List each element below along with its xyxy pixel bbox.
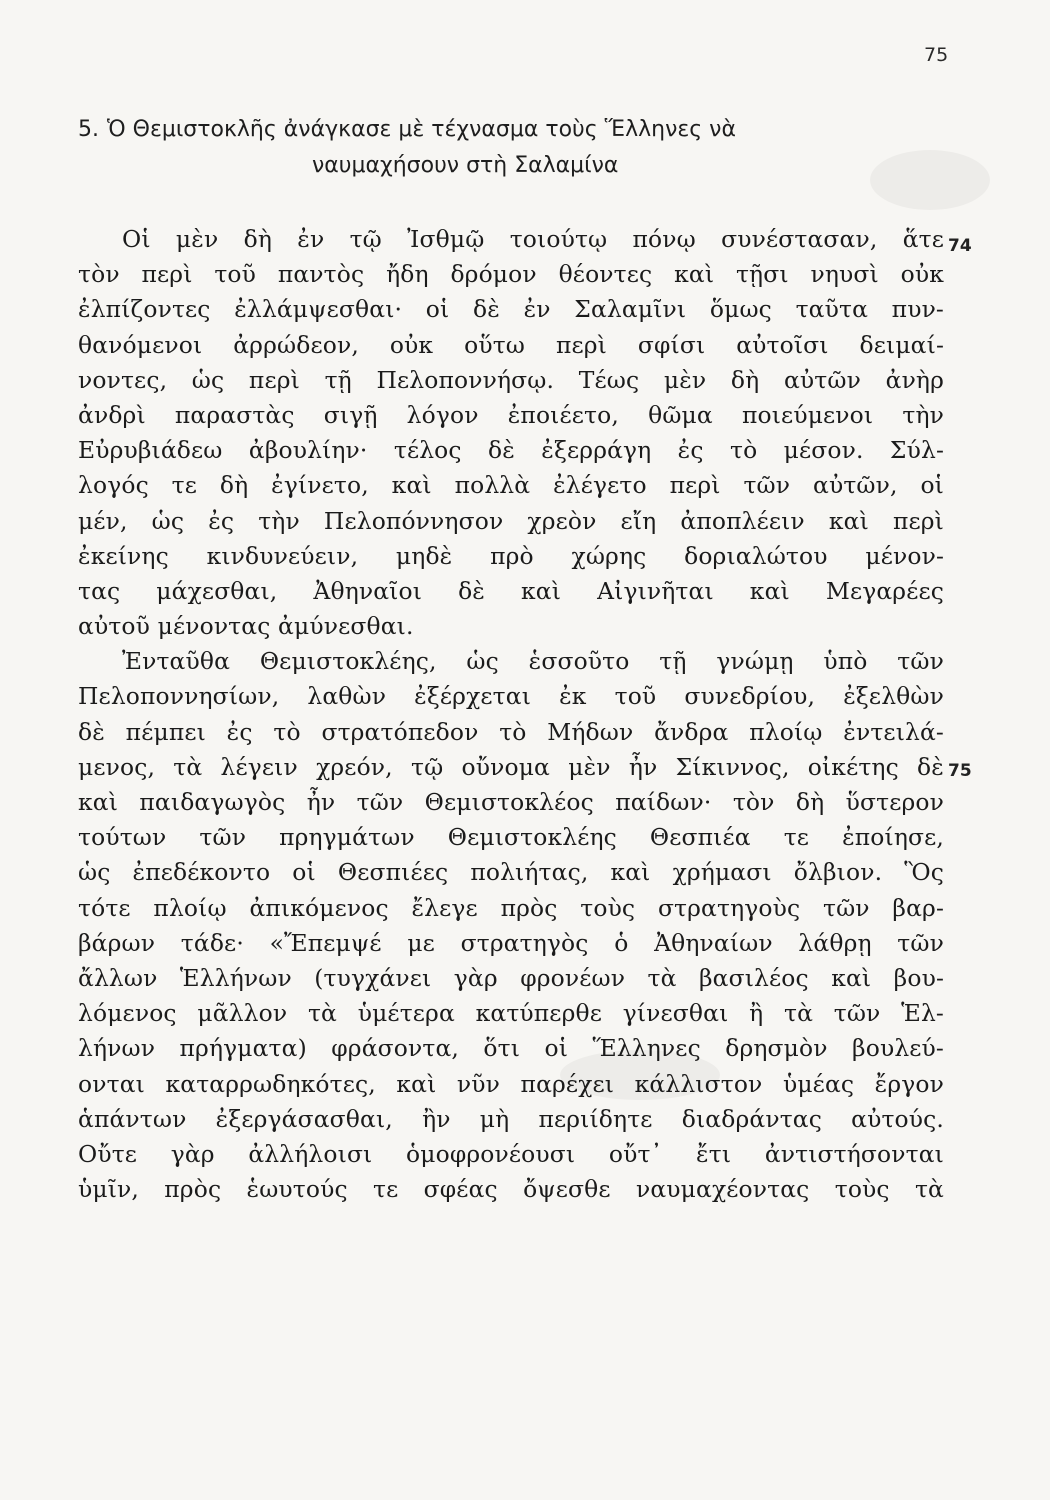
text-line: Ἐνταῦθα Θεμιστοκλέης, ὡς ἑσσοῦτο τῇ γνώμῃ ὑπὸ τῶν <box>122 647 944 676</box>
text-line: Εὐρυβιάδεω ἀβουλίην· τέλος δὲ ἐξερράγη ἐς τὸ μέσον. Σύλ- <box>78 436 944 465</box>
text-line: ἐκείνης κινδυνεύειν, μηδὲ πρὸ χώρης δοριαλώτου μένον- <box>78 541 944 570</box>
text-line: μενος, τὰ λέγειν χρεόν, τῷ οὔνομα μὲν ἦν Σίκιννος, οἰκέτης δὲ <box>78 752 944 781</box>
text-line: ἁπάντων ἐξεργάσασθαι, ἢν μὴ περιίδητε διαδράντας αὐτούς. <box>78 1104 944 1133</box>
text-line: καὶ παιδαγωγὸς ἦν τῶν Θεμιστοκλέος παίδων· τὸν δὴ ὕστερον <box>78 788 944 816</box>
text-line: Οἱ μὲν δὴ ἐν τῷ Ἰσθμῷ τοιούτῳ πόνῳ συνέστασαν, ἅτε <box>122 225 944 253</box>
text-line: λογός τε δὴ ἐγίνετο, καὶ πολλὰ ἐλέγετο περὶ τῶν αὐτῶν, οἱ <box>78 471 944 500</box>
text-line: λόμενος μᾶλλον τὰ ὑμέτερα κατύπερθε γίνεσθαι ἢ τὰ τῶν Ἑλ- <box>78 999 944 1028</box>
text-line: Οὔτε γὰρ ἀλλήλοισι ὁμοφρονέουσι οὔτ᾽ ἔτι ἀντιστήσονται <box>78 1139 944 1168</box>
heading-line-1 <box>78 112 958 148</box>
text-line: τὸν περὶ τοῦ παντὸς ἤδη δρόμον θέοντες καὶ τῇσι νηυσὶ οὐκ <box>78 260 944 289</box>
margin-reference-75: 75 <box>948 761 972 781</box>
text-line: λήνων πρήγματα) φράσοντα, ὅτι οἱ Ἕλληνες δρησμὸν βουλεύ- <box>78 1034 944 1063</box>
heading-line-2: ναυμαχήσουν στὴ Σαλαμίνα <box>312 153 619 178</box>
text-line: νοντες, ὡς περὶ τῇ Πελοποννήσῳ. Τέως μὲν δὴ αὐτῶν ἀνὴρ <box>78 365 944 394</box>
heading-text-1: Ὁ Θεμιστοκλῆς ἀνάγκασε μὲ τέχνασμα τοὺς Ἕλληνες νὰ <box>107 117 736 142</box>
body-text <box>78 222 944 1207</box>
text-line: τότε πλοίῳ ἀπικόμενος ἔλεγε πρὸς τοὺς στρατηγοὺς τῶν βαρ- <box>78 893 944 922</box>
text-line: ονται καταρρωδηκότες, καὶ νῦν παρέχει κάλλιστον ὑμέας ἔργον <box>78 1069 944 1098</box>
margin-reference-74: 74 <box>948 236 972 256</box>
text-line: Πελοποννησίων, λαθὼν ἐξέρχεται ἐκ τοῦ συνεδρίου, ἐξελθὼν <box>78 682 944 711</box>
text-line: ὑμῖν, πρὸς ἑωυτούς τε σφέας ὄψεσθε ναυμαχέοντας τοὺς τὰ <box>78 1175 944 1204</box>
text-line: θανόμενοι ἀρρώδεον, οὐκ οὕτω περὶ σφίσι αὐτοῖσι δειμαί- <box>78 330 944 359</box>
page-number: 75 <box>924 44 949 66</box>
section-heading <box>78 112 958 184</box>
text-line: ἐλπίζοντες ἐλλάμψεσθαι· οἱ δὲ ἐν Σαλαμῖνι ὅμως ταῦτα πυν- <box>78 295 944 324</box>
text-line: τούτων τῶν πρηγμάτων Θεμιστοκλέης Θεσπιέα τε ἐποίησε, <box>78 823 944 852</box>
text-line: αὐτοῦ μένοντας ἀμύνεσθαι. <box>78 612 414 641</box>
section-number: 5. <box>78 117 99 142</box>
text-line: ἄλλων Ἑλλήνων (τυγχάνει γὰρ φρονέων τὰ βασιλέος καὶ βου- <box>78 963 944 992</box>
text-line: ὡς ἐπεδέκοντο οἱ Θεσπιέες πολιήτας, καὶ χρήμασι ὄλβιον. Ὃς <box>78 858 944 887</box>
text-line: μέν, ὡς ἐς τὴν Πελοπόννησον χρεὸν εἴη ἀποπλέειν καὶ περὶ <box>78 506 944 535</box>
text-line: ἀνδρὶ παραστὰς σιγῇ λόγον ἐποιέετο, θῶμα ποιεύμενοι τὴν <box>78 400 944 429</box>
text-line: βάρων τάδε· «Ἔπεμψέ με στρατηγὸς ὁ Ἀθηναίων λάθρῃ τῶν <box>78 928 944 957</box>
text-line: δὲ πέμπει ἐς τὸ στρατόπεδον τὸ Μήδων ἄνδρα πλοίῳ ἐντειλά- <box>78 717 944 746</box>
text-line: τας μάχεσθαι, Ἀθηναῖοι δὲ καὶ Αἰγινῆται καὶ Μεγαρέες <box>78 576 944 605</box>
